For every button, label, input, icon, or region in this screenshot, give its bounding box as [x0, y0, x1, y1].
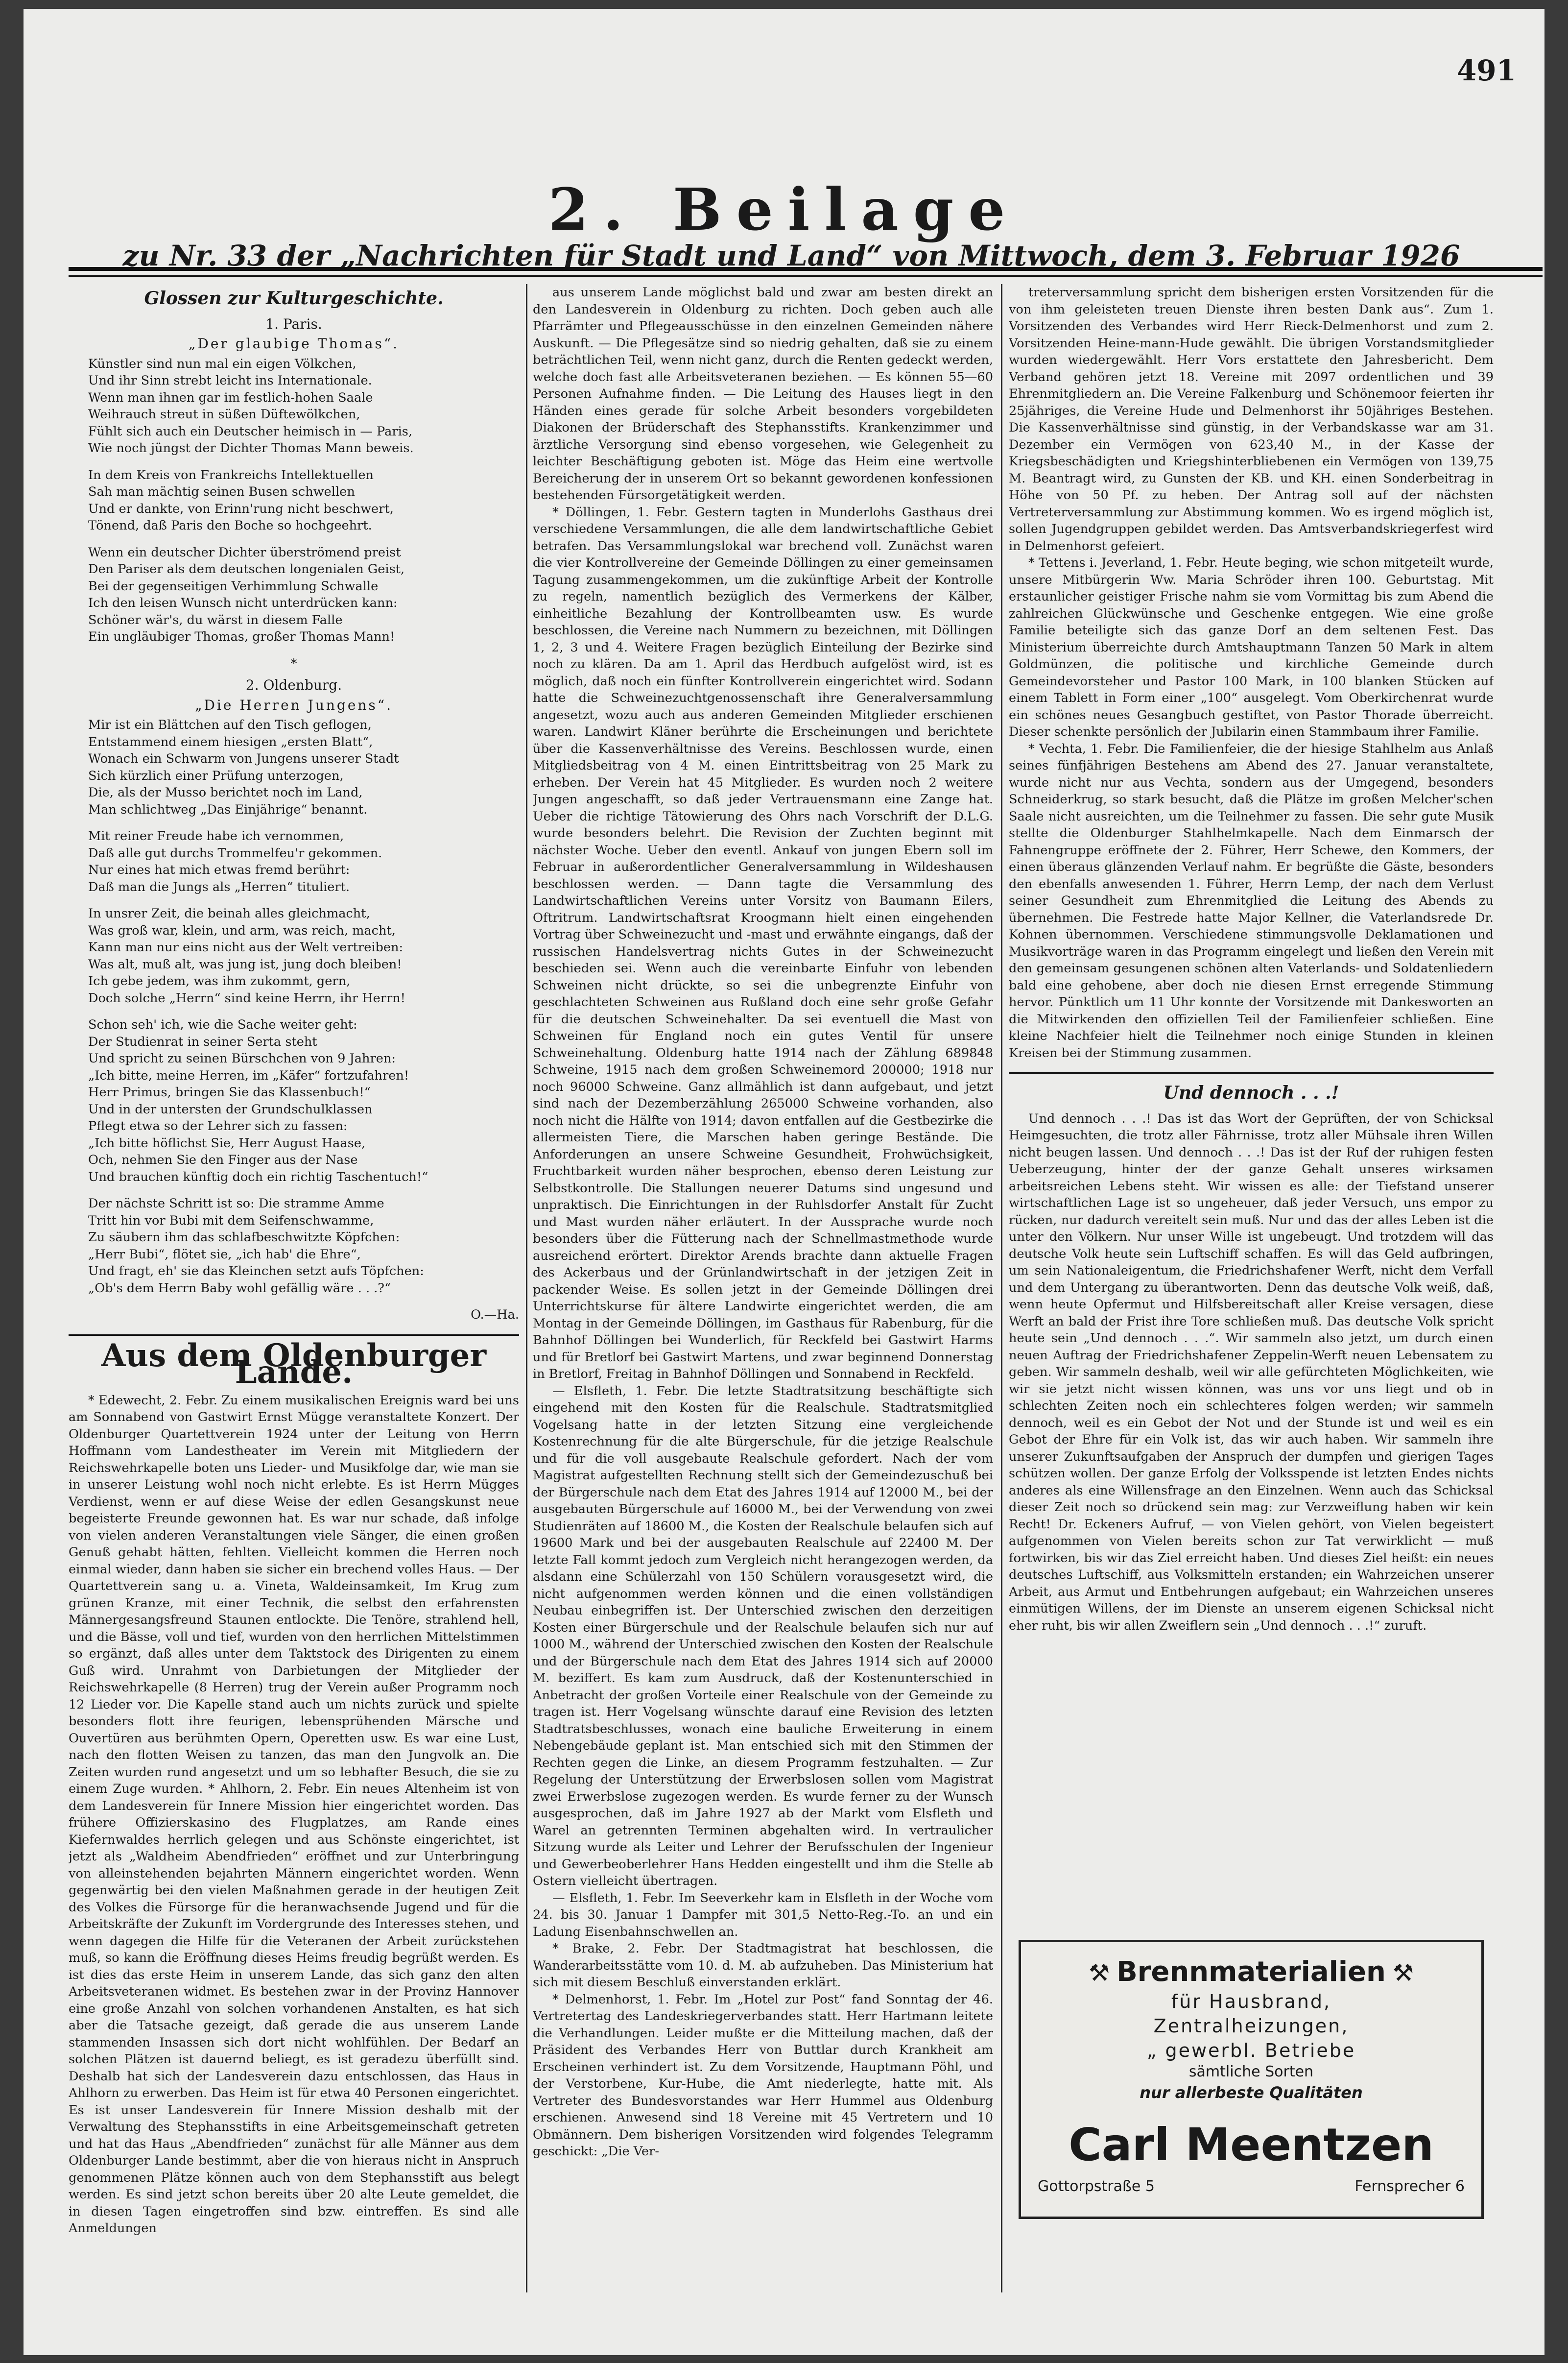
- poem-line: Was alt, muß alt, was jung ist, jung doch bleiben!: [88, 957, 402, 972]
- poem-line: Der nächste Schritt ist so: Die stramme Amme: [88, 1196, 384, 1211]
- poem-line: „Ob's dem Herrn Baby wohl gefällig wäre . . .?“: [88, 1280, 391, 1296]
- ad-line: für Hausbrand,: [1171, 1991, 1331, 2012]
- poem-line: Och, nehmen Sie den Finger aus der Nase: [88, 1153, 358, 1167]
- column-2: [533, 284, 993, 2292]
- column-divider: [1001, 284, 1002, 2292]
- article-text: Und dennoch . . .! Das ist das Wort der Geprüften, der von Schicksal Heimgesuchten, die trotz aller Fährnisse, trotz aller Mühsale ihren Willen nicht beugen lassen. Und dennoch . . .! Das ist der Ruf der ruhigen festen Ueberzeugung, hinter der der ganze Gehalt unseres wirksamen arbeitsreichen Lebens steht. Wir wissen es alle: der Tiefstand unserer wirtschaftlichen Lage ist so ungeheuer, daß jeder Versuch, uns empor zu rücken, nur dadurch vereitelt sein muß. Nur und das der alles Leben ist die unter den Völkern. Nur unser Wille ist ungebeugt. Und trotzdem will das deutsche Volk heute sein Luftschiff schaffen. Es will das Geld aufbringen, um sein Nationaleigentum, die Friedrichshafener Werft, nicht dem Verfall und dem Untergang zu überantworten. Denn das deutsche Volk weiß, daß, wenn heute Opfermut und Hilfsbereitschaft aller Kreise versagen, diese Werft an bald der Frist ihre Tore schließen muß. Das deutsche Volk spricht heute sein „Und dennoch . . .“. Wir sammeln also jetzt, um durch einen neuen Auftrag der Friedrichshafener Zeppelin-Werft neuen Lebensatem zu geben. Wir sammeln deshalb, weil wir alle gefürchteten Möglichkeiten, wie wir sie jetzt nicht wissen können, was uns vor uns liegt und ob in schlechten Zeiten noch ein schlechteres folgen werden; wir sammeln dennoch, weil es ein Gebot der Not und der Stunde ist und weil es ein Gebot der Ehre für ein Volk ist, das wir auch haben. Wir sammeln ihre unserer Zukunftsaufgaben der Anspruch der dumpfen und gierigen Tages schützen wollen. Der ganze Erfolg der Volksspende ist letzten Endes nichts anderes als eine Willensfrage an den Einzelnen. Wenn auch das Schicksal dieser Zeit noch so drückend sein mag: zur Verzweiflung haben wir kein Recht! Dr. Eckeners Aufruf, — von Vielen gehört, von Vielen begeistert aufgenommen von Vielen bereits schon zur Tat verwirklicht — muß fortwirken, bis wir das Ziel erreicht haben. Und dieses Ziel heißt: ein neues deutsches Luftschiff, aus Volksmitteln erstanden; ein Wahrzeichen unserer Arbeit, aus Armut und Entbehrungen aufgebaut; ein Wahrzeichen unseres einmütigen Willens, der im Dienste an unserem eigenen Schicksal nicht eher ruht, bis wir allen Zweiflern sein „Und dennoch . . .!“ zuruft.: [1009, 1111, 1494, 1633]
- poem-line: „Ich bitte höflichst Sie, Herr August Haase,: [88, 1135, 366, 1151]
- poem-line: Wie noch jüngst der Dichter Thomas Mann beweis.: [88, 441, 414, 456]
- poem-line: Die, als der Musso berichtet noch im Land,: [88, 785, 363, 800]
- article-text: aus unserem Lande möglichst bald und zwar am besten direkt an den Landesverein in Oldenburg zu richten. Doch geben auch alle Pfarrämter und Pflegeausschüsse in den einzelnen Gemeinden nähere Auskunft. — Die Pflegesätze sind so niedrig gehalten, daß sie zu einem beträchtlichen Teil, wenn nicht ganz, durch die Renten gedeckt werden, welche doch fast alle Arbeitsveteranen beziehen. — Es können 55—60 Personen Aufnahme finden. — Die Leitung des Hauses liegt in den Händen eines gerade für solche Arbeit besonders vorgebildeten Diakonen der Brüderschaft des Stephansstifts. Krankenzimmer und ärztliche Versorgung sind ebenso vorgesehen, wie Gelegenheit zu leichter Beschäftigung geboten ist. Möge das Heim eine wertvolle Bereicherung der in unserem Ort so bekannt gewordenen konfessionen bestehenden Fürsorgetätigkeit werden.: [533, 285, 993, 503]
- article-text: * Tettens i. Jeverland, 1. Febr. Heute beging, wie schon mitgeteilt wurde, unsere Mitbürgerin Ww. Maria Schröder ihren 100. Geburtstag. Mit erstaunlicher geistiger Frische nahm sie vom Vormittag bis zum Abend die zahlreichen Glückwünsche und Geschenke entgegen. Wie eine große Familie beteiligte sich das ganze Dorf an dem seltenen Fest. Das Ministerium überreichte durch Amtshauptmann Tanzen 50 Mark in altem Goldmünzen, die politische und kirchliche Gemeinde durch Gemeindevorsteher und Pastor 100 Mark, in 100 blanken Stücken auf einem Tablett in Form einer „100“ ausgelegt. Vom Oberkirchenrat wurde ein schönes neues Gesangbuch gestiftet, von Pastor Thorade überreicht. Dieser schenkte persönlich der Jubilarin einen Stammbaum ihrer Familie.: [1009, 555, 1494, 739]
- oldenburg-poem: [69, 717, 519, 1297]
- poem-line: Bei der gegenseitigen Verhimmlung Schwalle: [88, 579, 379, 594]
- poem-line: Mit reiner Freude habe ich vernommen,: [88, 829, 344, 844]
- ad-title-row: [1021, 1956, 1481, 1988]
- poem-line: Den Pariser als dem deutschen longenialen Geist,: [88, 562, 405, 577]
- paris-poem: [69, 356, 519, 646]
- poem-line: Was groß war, klein, und arm, was reich, macht,: [88, 923, 396, 938]
- ad-phone: Fernsprecher 6: [1354, 2178, 1465, 2195]
- poem-stanza: [88, 1016, 519, 1185]
- poem-line: Schöner wär's, du wärst in diesem Falle: [88, 612, 343, 627]
- hammer-pick-icon: ⚒: [1392, 1959, 1414, 1987]
- poem-line: Und brauchen künftig doch ein richtig Taschentuch!“: [88, 1169, 428, 1184]
- poem-line: Daß alle gut durchs Trommelfeu'r gekommen.: [88, 845, 382, 861]
- column-1: [69, 284, 519, 2292]
- glossen-heading: Glossen zur Kulturgeschichte.: [144, 288, 444, 309]
- poem-line: Und er dankte, von Erinn'rung nicht beschwert,: [88, 501, 394, 516]
- article-text: * Vechta, 1. Febr. Die Familienfeier, die der hiesige Stahlhelm aus Anlaß seines fünfjährigen Bestehens am Abend des 27. Januar veranstaltete, wurde nicht nur aus Vechta, sondern aus der Umgegend, besonders Schneiderkrug, so stark besucht, daß die Plätze im großen Melcher'schen Saale nicht ausreichten, um die Teilnehmer zu fassen. Die sehr gute Musik stellte die Oldenburger Stahlhelmkapelle. Nach dem Einmarsch der Fahnengruppe eröffnete der 2. Führer, Herr Schewe, den Kommers, der einen überaus glänzenden Verlauf nahm. Er begrüßte die Gäste, besonders den ebenfalls anwesenden 1. Führer, Herrn Lemp, der nach dem Verlust seiner Gesundheit zum Ehrenmitglied die Leitung des Abends zu übernehmen. Die Festrede hatte Major Kellner, die Vaterlandsrede Dr. Kohnen übernommen. Verschiedene stimmungsvolle Deklamationen und Musikvorträge waren in das Programm eingelegt und ließen den Verein mit den gemeinsam gesungenen schönen alten Vaterlands- und Soldatenliedern bald eine gehobene, aber doch nie diesen Ernst erregende Stimmung hervor. Pünktlich um 11 Uhr konnte der Vorsitzende mit Dankesworten an die Mitwirkenden den offiziellen Teil der Familienfeier schließen. Eine kleine Nachfeier hielt die Teilnehmer noch einige Stunden in kleinen Kreisen bei der Stimmung zusammen.: [1009, 741, 1494, 1061]
- poem-line: In unsrer Zeit, die beinah alles gleichmacht,: [88, 906, 370, 921]
- article-text: — Elsfleth, 1. Febr. Die letzte Stadtratsitzung beschäftigte sich eingehend mit den Kosten für die Realschule. Stadtratsmitglied Vogelsang hatte in der letzten Sitzung eine vergleichende Kostenrechnung für die alte Bürgerschule, für die jetzige Realschule und für die voll ausgebaute Realschule gefordert. Nach der vom Magistrat aufgestellten Rechnung stellt sich der Gemeindezuschuß bei der Bürgerschule nach dem Etat des Jahres 1914 auf 12000 M., bei der ausgebauten Bürgerschule auf 16000 M., bei der Verwendung von zwei Studienräten auf 18600 M., die Kosten der Realschule belaufen sich auf 19600 Mark und bei der ausgebauten Realschule auf 22400 M. Der letzte Fall kommt jedoch zum Vergleich nicht herangezogen werden, da alsdann eine Schülerzahl von 150 Schülern vorausgesetzt wird, die nicht aufgenommen werden können und die einen vollständigen Neubau einbegriffen ist. Der Unterschied zwischen den derzeitigen Kosten einer Bürgerschule und der Realschule belaufen sich nur auf 1000 M., während der Unterschied zwischen den Kosten der Realschule und der Bürgerschule nach dem Etat des Jahres 1914 sich auf 20000 M. beziffert. Es kam zum Ausdruck, daß der Kostenunterschied in Anbetracht der großen Vorteile einer Realschule von der Gemeinde zu tragen ist. Herr Vogelsang wünschte darauf eine Revision des letzten Stadtratsbeschlusses, wonach eine bauliche Erweiterung in einem Nebengebäude geplant ist. Man entschied sich mit den Stimmen der Rechten gegen die Linke, an diesem Programm festzuhalten. — Zur Regelung der Unterstützung der Erwerbslosen sollen vom Magistrat zwei Erwerbslose zugezogen werden. Es wurde ferner zu der Wunsch ausgesprochen, daß im Jahre 1927 ab der Markt vom Elsfleth und Warel an getrennten Terminen abgehalten wird. In vertraulicher Sitzung wurde als Leiter und Lehrer der Berufsschulen der Ingenieur und Gewerbeoberlehrer Hans Hedden eingestellt und ihm die Stelle ab Ostern vielleicht übertragen.: [533, 1383, 993, 1888]
- poem-line: „Ich bitte, meine Herren, im „Käfer“ fortzufahren!: [88, 1068, 409, 1083]
- article-text: treterversammlung spricht dem bisherigen ersten Vorsitzenden für die von ihm geleisteten treuen Dienste ihren besten Dank aus“. Zum 1. Vorsitzenden des Verbandes wird Herr Rieck-Delmenhorst und zum 2. Vorsitzenden Heine-mann-Hude gewählt. Die übrigen Vorstandsmitglieder wurden wiedergewählt. Herr Vors erstattete den Jahresbericht. Dem Verband gehören jetzt 18. Vereine mit 2097 ordentlichen und 39 Ehrenmitgliedern an. Die Vereine Falkenburg und Schönemoor feierten ihr 25jähriges, die Vereine Hude und Delmenhorst ihr 50jähriges Bestehen. Die Kassenverhältnisse sind günstig, in der Verbandskasse war am 31. Dezember ein Vermögen von 623,40 M., in der Kasse der Kriegsbeschädigten und Kriegshinterbliebenen ein Vermögen von 139,75 M. Beantragt wird, zu Gunsten der KB. und KH. einen Sonderbeitrag in Höhe von 50 Pf. zu heben. Der Antrag soll auf der nächsten Vertreterversammlung zur Abstimmung kommen. Wo es irgend möglich ist, sollen Jugendgruppen gebildet werden. Das Amtsverbandskriegerfest wird in Delmenhorst gefeiert.: [1009, 285, 1494, 554]
- ad-line: „ gewerbl. Betriebe: [1146, 2040, 1356, 2061]
- ad-address: Gottorpstraße 5: [1038, 2178, 1155, 2195]
- article-text: * Brake, 2. Febr. Der Stadtmagistrat hat beschlossen, die Wanderarbeitsstätte vom 10. d. M. ab aufzuheben. Das Ministerium hat sich mit diesem Beschluß einverstanden erklärt.: [533, 1941, 993, 1990]
- poem-line: Pflegt etwa so der Lehrer sich zu fassen:: [88, 1119, 348, 1133]
- poem-line: Und in der untersten der Grundschulklassen: [88, 1102, 373, 1117]
- oldenburg-poem-title: „Die Herren Jungens“.: [194, 697, 393, 713]
- ad-line: nur allerbeste Qualitäten: [1140, 2083, 1363, 2102]
- article-text: — Elsfleth, 1. Febr. Im Seeverkehr kam in Elsfleth in der Woche vom 24. bis 30. Januar 1 Dampfer mit 301,5 Netto-Reg.-To. an und ein Ladung Eisenbahnschwellen an.: [533, 1890, 993, 1939]
- poem-stanza: [88, 828, 519, 895]
- column-divider: [526, 284, 527, 2292]
- poem-line: Ein ungläubiger Thomas, großer Thomas Mann!: [88, 629, 395, 644]
- section-rule: [1009, 1072, 1494, 1074]
- article-text: * Döllingen, 1. Febr. Gestern tagten in Munderlohs Gasthaus drei verschiedene Versammlungen, die alle dem landwirtschaftliche Gebiet betrafen. Das Versammlungslokal war brechend voll. Zunächst waren die vier Kontrollvereine der Gemeinde Döllingen zu einer gemeinsamen Tagung zusammengekommen, um die zukünftige Arbeit der Kontrolle zu regeln, namentlich bezüglich des Vermerkens der Kälber, einheitliche Bezahlung der Kontrollbeamten usw. Es wurde beschlossen, die Vereine nach Nummern zu bezeichnen, mit Döllingen 1, 2, 3 und 4. Weitere Fragen bezüglich Einteilung der Bezirke sind noch zu klären. Da am 1. April das Herdbuch aufgelöst wird, ist es möglich, daß noch ein fünfter Kontrollverein eingerichtet wird. Sodann hatte die Schweinezuchtgenossenschaft ihre Generalversammlung angesetzt, wozu auch aus anderen Gemeinden Mitglieder erschienen waren. Landwirt Kläner berührte die Erscheinungen und berichtete über die Kassenverhältnisse des Vereins. Beschlossen wurde, einen Mitgliedsbeitrag von 4 M. einen Eintrittsbeitrag von 25 Mark zu erheben. Der Verein hat 45 Mitglieder. Es wurden noch 2 weitere Jungen angeschafft, so daß jeder Vertrauensmann eine Zange hat. Ueber die richtige Tätowierung des Ohrs nach Vorschrift der D.L.G. wurde besonders belehrt. Die Revision der Zuchten beginnt mit nächster Woche. Ueber den eventl. Ankauf von jungen Ebern soll im Februar in außerordentlicher Generalversammlung in Wildeshausen beschlossen werden. — Dann tagte die Versammlung des Landwirtschaftlichen Vereins unter Vorsitz von Baumann Eilers, Oftritrum. Landwirtschaftsrat Kroogmann hielt einen eingehenden Vortrag über Schweinezucht und -mast und erwähnte eingangs, daß der russischen Handelsvertrag nichts Gutes in der Schweinezucht beschieden sei. Wenn auch die vereinbarte Einfuhr von lebenden Schweinen nicht drückte, so sei die unbegrenzte Einfuhr von geschlachteten Schweinen aus Rußland doch eine sehr große Gefahr für die deutschen Schweinehalter. Da sei eventuell die Mast von Schweinen für England noch ein gutes Ventil für unsere Schweinehaltung. Oldenburg hatte 1914 nach der Zählung 689848 Schweine, 1915 nach dem großen Schweinemord 200000; 1918 nur noch 96000 Schweine. Ganz allmählich ist dann aufgebaut, und jetzt sind nach der Dezemberzählung 265000 Schweine vorhanden, also noch nicht die Hälfte von 1914; davon entfallen auf die Gestbezirke die allermeisten Tiere, die Marschen haben geringe Bestände. Die Anforderungen an unsere Schweine Gesundheit, Frohwüchsigkeit, Fruchtbarkeit wurden näher besprochen, ebenso deren Leistung zur Selbstkontrolle. Die Stallungen neuerer Datums sind ungesund und unpraktisch. Die Einrichtungen in der Ruhlsdorfer Anstalt für Zucht und Mast wurden näher erläutert. In der Aussprache wurde noch besonders über die Fütterung nach der Schnellmastmethode wurde ausreichend erörtert. Direktor Arends brachte dann aktuelle Fragen des Ackerbaus und der Grünlandwirtschaft in der jetzigen Zeit in packender Weise. Es sollen jetzt in der Gemeinde Döllingen drei Unterrichtskurse für ältere Landwirte eingerichtet werden, die am Montag in der Gemeinde Döllingen, im Gasthaus für Rabenburg, für die Bahnhof Döllingen bei Wunderlich, für Reckfeld bei Gastwirt Harms und für Bretlorf bei Gastwirt Martens, und zwar beginnend Donnerstag in Bretlorf, Freitag in Bahnhof Döllingen und Sonnabend in Reckfeld.: [533, 505, 993, 1381]
- poem-stanza: [88, 717, 519, 818]
- poem-line: Man schlichtweg „Das Einjährige“ benannt.: [88, 802, 368, 817]
- poem-line: Herr Primus, bringen Sie das Klassenbuch!“: [88, 1085, 371, 1100]
- poem-signature: O.—Ha.: [471, 1307, 519, 1322]
- column-3: [1009, 284, 1494, 1910]
- ad-footer: [1021, 2178, 1481, 2195]
- header-rule: [69, 267, 1543, 271]
- poem-line: Mir ist ein Blättchen auf den Tisch geflogen,: [88, 718, 372, 732]
- poem-line: Doch solche „Herrn“ sind keine Herrn, ihr Herrn!: [88, 990, 405, 1006]
- asterisk-separator: *: [290, 656, 297, 671]
- dennoch-heading: Und dennoch . . .!: [1163, 1083, 1339, 1103]
- poem-line: Tönend, daß Paris den Boche so hochgeehrt.: [88, 518, 372, 533]
- poem-line: Entstammend einem hiesigen „ersten Blatt“,: [88, 734, 373, 749]
- poem-line: Der Studienrat in seiner Serta steht: [88, 1034, 317, 1049]
- poem-stanza: [88, 905, 519, 1007]
- poem-line: Und spricht zu seinen Bürschchen von 9 Jahren:: [88, 1051, 396, 1066]
- poem-line: „Herr Bubi“, flötet sie, „ich hab' die Ehre“,: [88, 1247, 361, 1262]
- poem-stanza: [88, 544, 519, 646]
- ad-line: sämtliche Sorten: [1188, 2063, 1314, 2080]
- ad-company-name: Carl Meentzen: [1069, 2119, 1434, 2171]
- poem-line: Weihrauch streut in süßen Düftewölkchen,: [88, 407, 360, 422]
- poem-line: Künstler sind nun mal ein eigen Völkchen,: [88, 356, 356, 371]
- poem-line: Wonach ein Schwarm von Jungens unserer Stadt: [88, 751, 399, 766]
- poem-line: Sah man mächtig seinen Busen schwellen: [88, 484, 355, 499]
- poem-line: Ich den leisen Wunsch nicht unterdrücken kann:: [88, 596, 398, 610]
- article-text: * Delmenhorst, 1. Febr. Im „Hotel zur Post“ fand Sonntag der 46. Vertretertag des Landeskriegerverbandes statt. Herr Hartmann leitete die Verhandlungen. Leider mußte er die Mitteilung machen, daß der Präsident des Verbandes Herr von Buttlar durch Krankheit am Erscheinen verhindert ist. Zu dem Vorsitzende, Hauptmann Pöhl, und der Verstorbene, Kur-Hube, die Amt niederlegte, hatte mit. Als Vertreter des Bundesvorstandes war Herr Hummel aus Oldenburg erschienen. Anwesend sind 18 Vereine mit 45 Vertretern und 10 Obmännern. Dem bisherigen Vorsitzenden wird folgendes Telegramm geschickt: „Die Ver-: [533, 1992, 993, 2159]
- poem-line: Sich kürzlich einer Prüfung unterzogen,: [88, 768, 344, 783]
- poem-line: Kann man nur eins nicht aus der Welt vertreiben:: [88, 940, 404, 955]
- ad-title: Brennmaterialien: [1117, 1956, 1386, 1988]
- poem-line: Und fragt, eh' sie das Kleinchen setzt aufs Töpfchen:: [88, 1264, 424, 1278]
- poem-line: In dem Kreis von Frankreichs Intellektuellen: [88, 467, 374, 482]
- paris-subheading: 1. Paris.: [265, 315, 322, 332]
- oldenburg-subheading: 2. Oldenburg.: [245, 677, 342, 693]
- poem-line: Zu säubern ihm das schlafbeschwitzte Köpfchen:: [88, 1230, 400, 1245]
- poem-line: Fühlt sich auch ein Deutscher heimisch in — Paris,: [88, 424, 413, 439]
- poem-stanza: [88, 467, 519, 534]
- poem-line: Und ihr Sinn strebt leicht ins Internationale.: [88, 373, 372, 388]
- poem-line: Wenn ein deutscher Dichter überströmend preist: [88, 545, 401, 560]
- poem-line: Ich gebe jedem, was ihm zukommt, gern,: [88, 974, 351, 989]
- poem-line: Tritt hin vor Bubi mit dem Seifenschwamme,: [88, 1213, 374, 1228]
- paris-poem-title: „Der glaubige Thomas“.: [188, 336, 400, 352]
- advertisement-box: [1019, 1940, 1484, 2219]
- ad-line: Zentralheizungen,: [1153, 2015, 1349, 2037]
- poem-line: Wenn man ihnen gar im festlich-hohen Saale: [88, 390, 373, 405]
- hammer-pick-icon: ⚒: [1089, 1959, 1110, 1987]
- header-rule-thin: [69, 275, 1543, 277]
- poem-line: Nur eines hat mich etwas fremd berührt:: [88, 863, 350, 877]
- poem-stanza: [88, 1195, 519, 1297]
- poem-line: Daß man die Jungs als „Herren“ tituliert.: [88, 879, 350, 894]
- supplement-subtitle: zu Nr. 33 der „Nachrichten für Stadt und Land“ von Mittwoch, dem 3. Februar 1926: [122, 239, 1460, 272]
- poem-line: Schon seh' ich, wie die Sache weiter geht:: [88, 1017, 357, 1032]
- page-number: 491: [1456, 54, 1516, 87]
- supplement-title: 2. Beilage: [548, 175, 1020, 243]
- article-text: * Edewecht, 2. Febr. Zu einem musikalischen Ereignis ward bei uns am Sonnabend von Gastwirt Ernst Mügge veranstaltete Konzert. Der Oldenburger Quartettverein 1924 unter der Leitung von Herrn Hoffmann vom Landestheater im Verein mit Mitgliedern der Reichswehrkapelle boten uns Lieder- und Musikfolge dar, wie man sie in unserer Leistung wohl noch nicht erlebte. Es ist Herrn Mügges Verdienst, wenn er auf diese Weise der edlen Gesangskunst neue begeisterte Freunde gewonnen hat. Es war nur schade, daß infolge von vielen anderen Veranstaltungen viele Sänger, die einen großen Genuß gehabt hätten, fehlten. Vielleicht kommen die Herren noch einmal wieder, dann haben sie sicher ein brechend volles Haus. — Der Quartettverein sang u. a. Vineta, Waldeinsamkeit, Im Krug zum grünen Kranze, mit einer Technik, die selbst den erfahrensten Männergesangsfreund Staunen entlockte. Die Tenöre, strahlend hell, und die Bässe, voll und tief, wurden von den herrlichen Mittelstimmen so ergänzt, daß alles unter dem Taktstock des Dirigenten zu einem Guß wird. Unrahmt von Darbietungen der Mitglieder der Reichswehrkapelle (8 Herren) trug der Verein außer Programm noch 12 Lieder vor. Die Kapelle stand auch um nichts zurück und spielte besonders flott ihre feurigen, lebensprühenden Märsche und Ouvertüren aus berühmten Opern, Operetten usw. Es war eine Lust, nach den flotten Weisen zu tanzen, das man den Jungvolk an. Die Zeiten wurden rund angesetzt und um so lebhafter Besuch, die sie zu einem Zuge wurden. * Ahlhorn, 2. Febr. Ein neues Altenheim ist von dem Landesverein für Innere Mission hier eingerichtet worden. Das frühere Offizierskasino des Flugplatzes, am Rande eines Kiefernwaldes herrlich gelegen und aus Schönste eingerichtet, ist jetzt als „Waldheim Abendfrieden“ eröffnet und zur Unterbringung von alleinstehenden bejahrten Männern eingerichtet worden. Wenn gegenwärtig bei den vielen Maßnahmen gerade in der heutigen Zeit des Volkes die Fürsorge für die heranwachsende Jugend und für die Arbeitskräfte der Zukunft im Vordergrunde des Interesses stehen, und wenn dagegen die Hilfe für die Veteranen der Arbeit zurückstehen muß, so kann die Eröffnung dieses Heims freudig begrüßt werden. Es ist dies das erste Heim in unserem Lande, das sich ganz den alten Arbeitsveteranen widmet. Es bestehen zwar in der Provinz Hannover eine große Anzahl von solchen vorhandenen Anstalten, es hat sich aber die Tatsache gezeigt, daß gerade die aus unserem Lande stammenden Insassen sich dort nicht wohlfühlen. Der Bedarf an solchen Plätzen ist dauernd beliegt, es ist geradezu überfüllt sind. Deshalb hat sich der Landesverein dazu entschlossen, das Haus in Ahlhorn zu erwerben. Das Heim ist für etwa 40 Personen eingerichtet. Es ist unser Landesverein für Innere Mission deshalb mit der Verwaltung des Stephansstifts in eine Arbeitsgemeinschaft getreten und hat das Haus „Abendfrieden“ zunächst für alle Männer aus dem Oldenburger Lande bestimmt, aber die von hieraus nicht in Anspruch genommenen Plätze können auch von dem Stephansstift aus belegt werden. Es sind jetzt schon bereits über 20 alte Leute gemeldet, die in diesen Tagen eingetroffen sind bzw. eintreffen. Es sind alle Anmeldungen: [69, 1393, 519, 2236]
- poem-stanza: [88, 356, 519, 457]
- section-rule: [69, 1334, 519, 1336]
- oldenburger-heading: Aus dem Oldenburger Lande.: [101, 1337, 487, 1391]
